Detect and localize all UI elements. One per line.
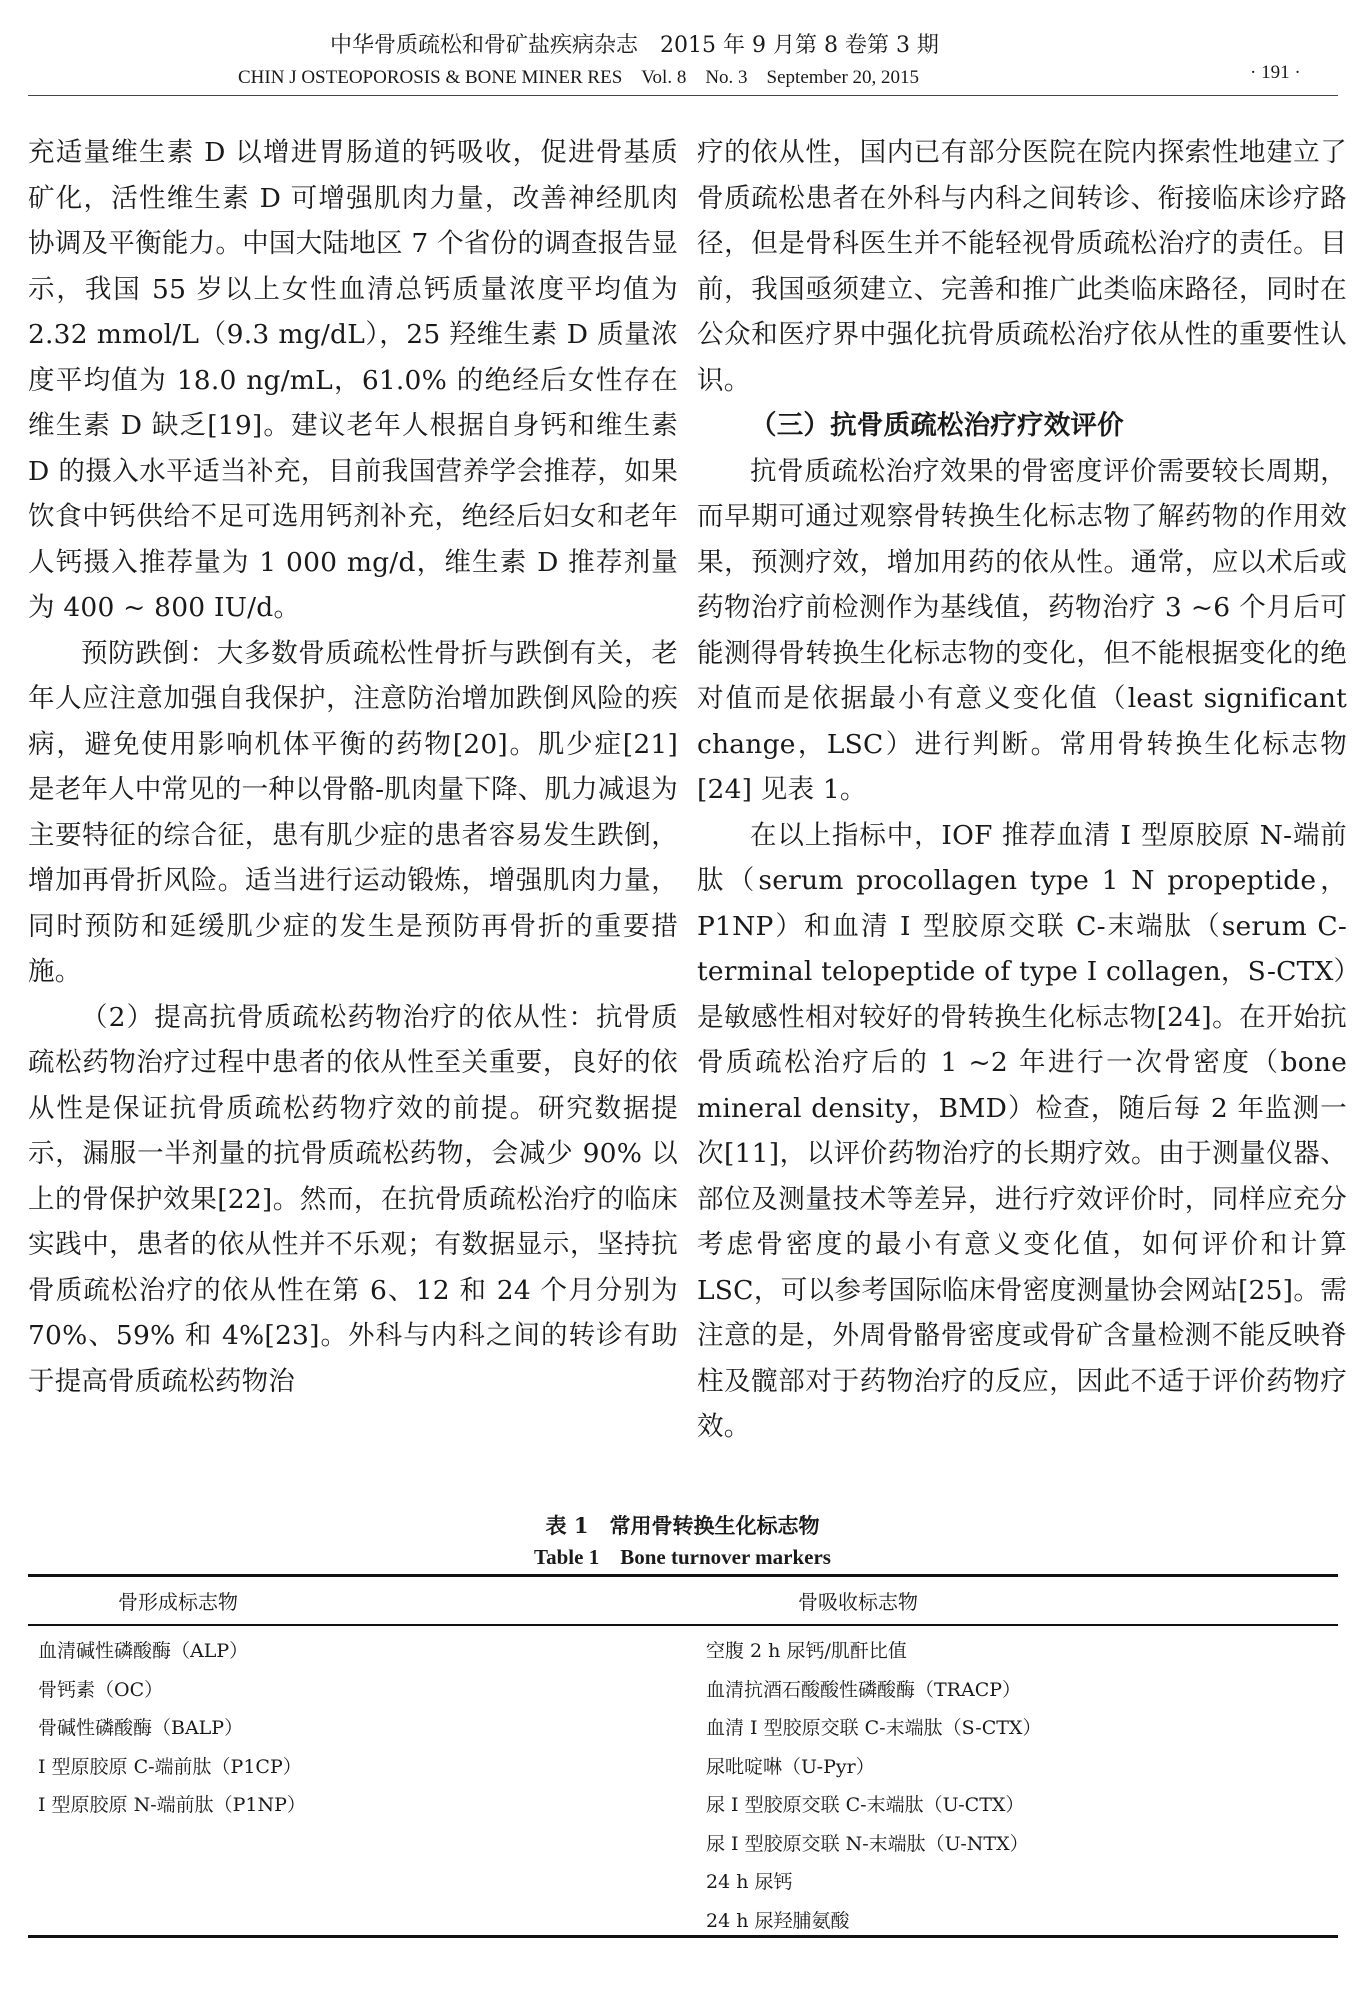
left-column [28,130,678,1404]
table-cell: 骨碱性磷酸酶（BALP） [38,1717,244,1739]
table-header-rule [28,1624,1338,1626]
page-number: · 191 · [1250,62,1301,83]
paragraph: 疗的依从性，国内已有部分医院在院内探索性地建立了骨质疏松患者在外科与内科之间转诊、衔接临床诊疗路径，但是骨科医生并不能轻视骨质疏松治疗的责任。目前，我国亟须建立、完善和推广此类临床路径，同时在公众和医疗界中强化抗骨质疏松治疗依从性的重要性认识。 [697,137,1347,396]
formation-markers-column [38,1632,306,1825]
table-cell: 骨钙素（OC） [38,1678,164,1701]
table-cell: 24 h 尿羟脯氨酸 [706,1909,850,1932]
table-cell: 血清 Ⅰ 型胶原交联 C-末端肽（S-CTX） [706,1717,1042,1739]
resorption-markers-column [706,1632,1041,1940]
table-cell: 尿 Ⅰ 型胶原交联 N-末端肽（U-NTX） [706,1832,1029,1855]
section-subheading: （三）抗骨质疏松治疗疗效评价 [750,410,1124,441]
table-caption-en: Table 1 Bone turnover markers [534,1545,831,1569]
paragraph: 预防跌倒：大多数骨质疏松性骨折与跌倒有关，老年人应注意加强自我保护，注意防治增加跌倒风险的疾病，避免使用影响机体平衡的药物[20]。肌少症[21] 是老年人中常见的一种以骨骼-肌肉量下降、肌力减退为主要特征的综合征，患有肌少症的患者容易发生跌倒，增加再骨折风险。适当进行运动锻炼，增强肌肉力量，同时预防和延缓肌少症的发生是预防再骨折的重要措施。 [28,637,678,987]
table-cell: 尿吡啶啉（U-Pyr） [706,1755,875,1778]
table-cell: 24 h 尿钙 [706,1871,793,1893]
table-top-rule [28,1574,1338,1577]
table-cell: 血清抗酒石酸酸性磷酸酶（TRACP） [706,1678,1022,1701]
paragraph: 在以上指标中，IOF 推荐血清 Ⅰ 型原胶原 N-端前肽（serum procollagen type 1 N propeptide，P1NP）和血清 Ⅰ 型胶原交联 C-末端肽（serum C-terminal telopeptide of type Ⅰ collagen，S-CTX）是敏感性相对较好的骨转换生化标志物[24]。在开始抗骨质疏松治疗后的 1 ~2 年进行一次骨密度（bone mineral density，BMD）检查，随后每 2 年监测一次[11]，以评价药物治疗的长期疗效。由于测量仪器、部位及测量技术等差异，进行疗效评价时，同样应充分考虑骨密度的最小有意义变化值，如何评价和计算 LSC，可以参考国际临床骨密度测量协会网站[25]。需注意的是，外周骨骼骨密度或骨矿含量检测不能反映脊柱及髋部对于药物治疗的反应，因此不适于评价药物疗效。 [697,819,1347,1442]
header-rule [28,95,1338,96]
journal-title-cn: 中华骨质疏松和骨矿盐疾病杂志 2015 年 9 月第 8 卷第 3 期 [330,33,939,58]
table-header-resorption: 骨吸收标志物 [798,1590,918,1614]
right-column [697,130,1347,1450]
table-cell: Ⅰ 型原胶原 C-端前肽（P1CP） [38,1755,302,1778]
paragraph: 抗骨质疏松治疗效果的骨密度评价需要较长周期，而早期可通过观察骨转换生化标志物了解药物的作用效果，预测疗效，增加用药的依从性。通常，应以术后或药物治疗前检测作为基线值，药物治疗 3 ~6 个月后可能测得骨转换生化标志物的变化，但不能根据变化的绝对值而是依据最小有意义变化值（least significant change，LSC）进行判断。常用骨转换生化标志物[24] 见表 1。 [697,455,1347,805]
table-cell: 血清碱性磷酸酶（ALP） [38,1640,249,1662]
table-cell: 空腹 2 h 尿钙/肌酐比值 [706,1640,907,1662]
table-caption-cn: 表 1 常用骨转换生化标志物 [545,1513,820,1538]
table-cell: Ⅰ 型原胶原 N-端前肽（P1NP） [38,1794,306,1816]
paragraph: 充适量维生素 D 以增进胃肠道的钙吸收，促进骨基质矿化，活性维生素 D 可增强肌肉力量，改善神经肌肉协调及平衡能力。中国大陆地区 7 个省份的调查报告显示，我国 55 岁以上女性血清总钙质量浓度平均值为 2.32 mmol/L（9.3 mg/dL），25 羟维生素 D 质量浓度平均值为 18.0 ng/mL，61.0% 的绝经后女性存在维生素 D 缺乏[19]。建议老年人根据自身钙和维生素 D 的摄入水平适当补充，目前我国营养学会推荐，如果饮食中钙供给不足可选用钙剂补充，绝经后妇女和老年人钙摄入推荐量为 1 000 mg/d，维生素 D 推荐剂量为 400 ~ 800 IU/d。 [28,137,678,623]
paragraph: （2）提高抗骨质疏松药物治疗的依从性：抗骨质疏松药物治疗过程中患者的依从性至关重要，良好的依从性是保证抗骨质疏松药物疗效的前提。研究数据提示，漏服一半剂量的抗骨质疏松药物，会减少 90% 以上的骨保护效果[22]。然而，在抗骨质疏松治疗的临床实践中，患者的依从性并不乐观；有数据显示，坚持抗骨质疏松治疗的依从性在第 6、12 和 24 个月分别为 70%、59% 和 4%[23]。外科与内科之间的转诊有助于提高骨质疏松药物治 [28,1001,678,1397]
journal-title-en: CHIN J OSTEOPOROSIS & BONE MINER RES Vol. 8 No. 3 September 20, 2015 [238,67,920,88]
table-header-formation: 骨形成标志物 [118,1590,238,1614]
table-cell: 尿 Ⅰ 型胶原交联 C-末端肽（U-CTX） [706,1794,1025,1816]
table-bottom-rule [28,1935,1338,1938]
